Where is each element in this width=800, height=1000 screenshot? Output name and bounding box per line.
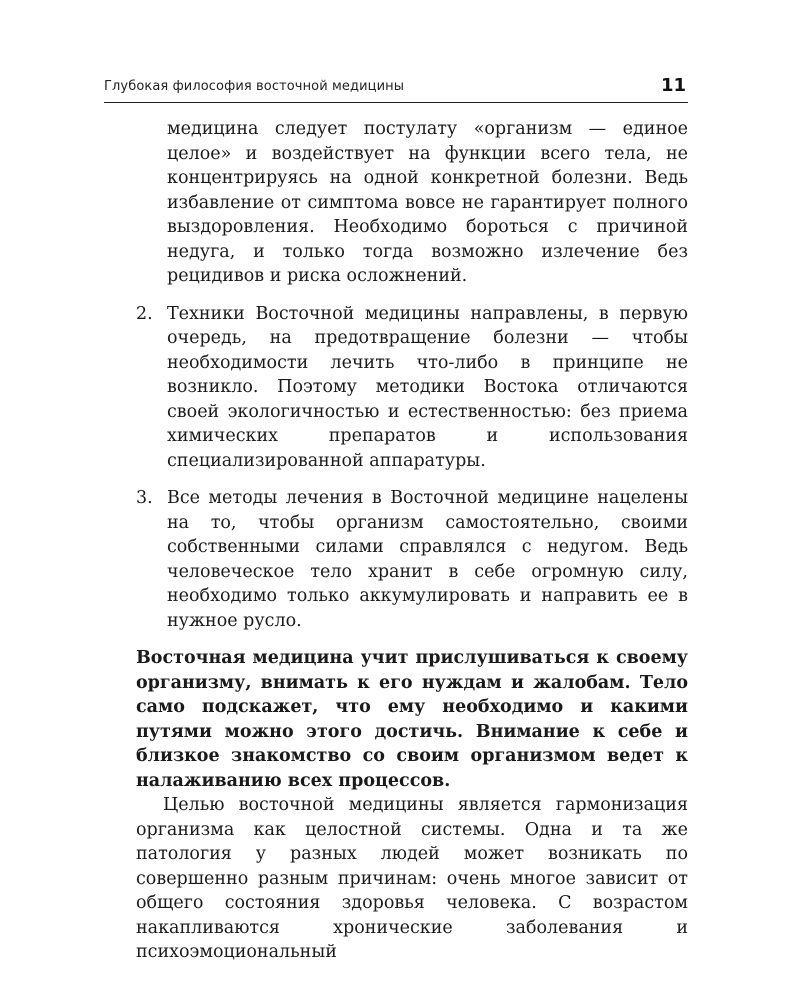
list-item-continuation: медицина следует постулату «организм — единое целое» и воздействует на функции всего тела, не концентрируясь на одной конкретной болезни. Ведь избавление от симптома вовсе не гарантирует полного выздоровления. Необходимо бороться с причиной недуга, и только тогда возможно излечение без рецидивов и риска осложнений. [167,119,688,286]
bold-paragraph: Восточная медицина учит прислушиваться к своему организму, внимать к его нуждам и жалобам. Тело само подскажет, что ему необходимо и какими путями можно этого достичь. Внимание к себе и близкое знакомство со своим организмом ведет к налаживанию всех процессов. [136,648,688,791]
running-title: Глубокая философия восточной медицины [104,79,405,94]
running-header [104,72,688,103]
list-item [136,486,688,633]
list-item-text: Все методы лечения в Восточной медицине нацелены на то, чтобы организм самостоятельно, своими собственными силами справлялся с недугом. Ведь человеческое тело хранит в себе огромную силу, необходимо только аккумулировать и направить ее в нужное русло. [167,488,688,631]
page-number: 11 [660,75,686,96]
list-item-number: 3. [136,488,153,508]
list-item [136,302,688,474]
page-body [136,117,688,965]
body-paragraph: Целью восточной медицины является гармонизация организма как целостной системы. Одна и та же патология у разных людей может возникать по совершенно разным причинам: очень многое зависит от общего состояния здоровья человека. С возрастом накапливаются хронические заболевания и психоэмоциональный [136,795,688,962]
list-item-number: 2. [136,303,153,324]
list-item-text: Техники Восточной медицины направлены, в первую очередь, на предотвращение болезни — чтобы необходимости лечить что-либо в принципе не возникло. Поэтому методики Востока отличаются своей экологичностью и естественностью: без приема химических препаратов и использования специализированной аппаратуры. [167,303,688,471]
